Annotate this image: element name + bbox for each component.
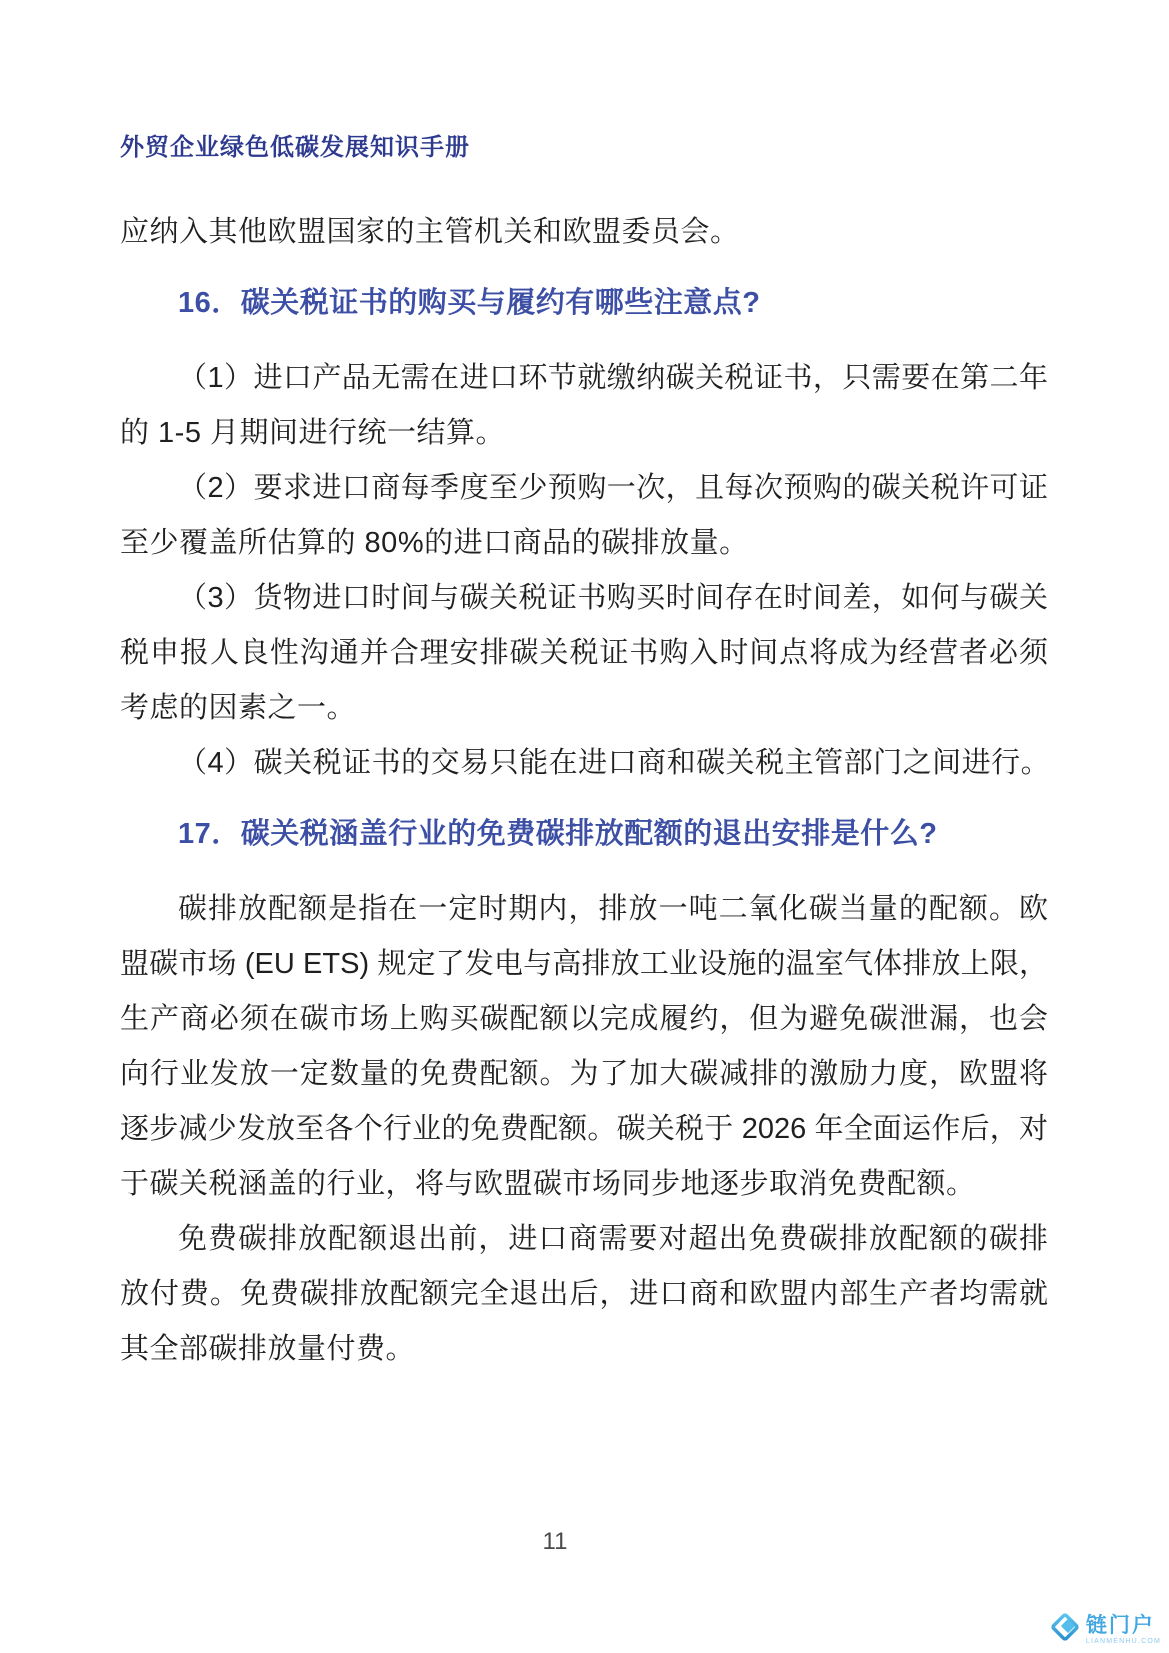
text-line: 盟碳市场 (EU ETS) 规定了发电与高排放工业设施的温室气体排放上限，	[120, 948, 1048, 980]
section-heading: 16．碳关税证书的购买与履约有哪些注意点?	[178, 287, 761, 319]
text-line: 其全部碳排放量付费。	[120, 1333, 416, 1365]
text-line: 放付费。免费碳排放配额完全退出后，进口商和欧盟内部生产者均需就	[120, 1278, 1048, 1310]
text-line: 生产商必须在碳市场上购买碳配额以完成履约，但为避免碳泄漏，也会	[120, 1003, 1048, 1035]
footer-logo-text	[1086, 1615, 1161, 1645]
document-body	[120, 205, 1051, 1377]
text-line: （2）要求进口商每季度至少预购一次，且每次预购的碳关税许可证	[178, 472, 1048, 504]
section-heading: 17．碳关税涵盖行业的免费碳排放配额的退出安排是什么?	[178, 818, 938, 850]
text-line: 的 1-5 月期间进行统一结算。	[120, 417, 506, 449]
text-line: （3）货物进口时间与碳关税证书购买时间存在时间差，如何与碳关	[178, 582, 1048, 614]
footer-logo	[1049, 1611, 1161, 1648]
text-line: 向行业发放一定数量的免费配额。为了加大碳减排的激励力度，欧盟将	[120, 1058, 1048, 1090]
footer-logo-name: 链门户	[1085, 1613, 1155, 1637]
text-line: 税申报人良性沟通并合理安排碳关税证书购入时间点将成为经营者必须	[120, 637, 1048, 669]
lianmenhu-diamond-icon	[1049, 1611, 1081, 1648]
footer-logo-domain: LIANMENHU.COM	[1085, 1637, 1161, 1645]
text-line: 碳排放配额是指在一定时期内，排放一吨二氧化碳当量的配额。欧	[178, 893, 1048, 925]
text-line: 应纳入其他欧盟国家的主管机关和欧盟委员会。	[120, 216, 740, 248]
text-line: 免费碳排放配额退出前，进口商需要对超出免费碳排放配额的碳排	[178, 1223, 1048, 1255]
text-line: 至少覆盖所估算的 80%的进口商品的碳排放量。	[120, 527, 749, 559]
text-line: 考虑的因素之一。	[120, 692, 357, 724]
text-line: （4）碳关税证书的交易只能在进口商和碳关税主管部门之间进行。	[178, 747, 1051, 779]
text-line: 逐步减少发放至各个行业的免费配额。碳关税于 2026 年全面运作后，对	[120, 1113, 1048, 1145]
text-line: （1）进口产品无需在进口环节就缴纳碳关税证书，只需要在第二年	[178, 362, 1048, 394]
text-line: 于碳关税涵盖的行业，将与欧盟碳市场同步地逐步取消免费配额。	[120, 1168, 976, 1200]
doc-header-title: 外贸企业绿色低碳发展知识手册	[120, 134, 470, 161]
page-number: 11	[542, 1528, 568, 1555]
